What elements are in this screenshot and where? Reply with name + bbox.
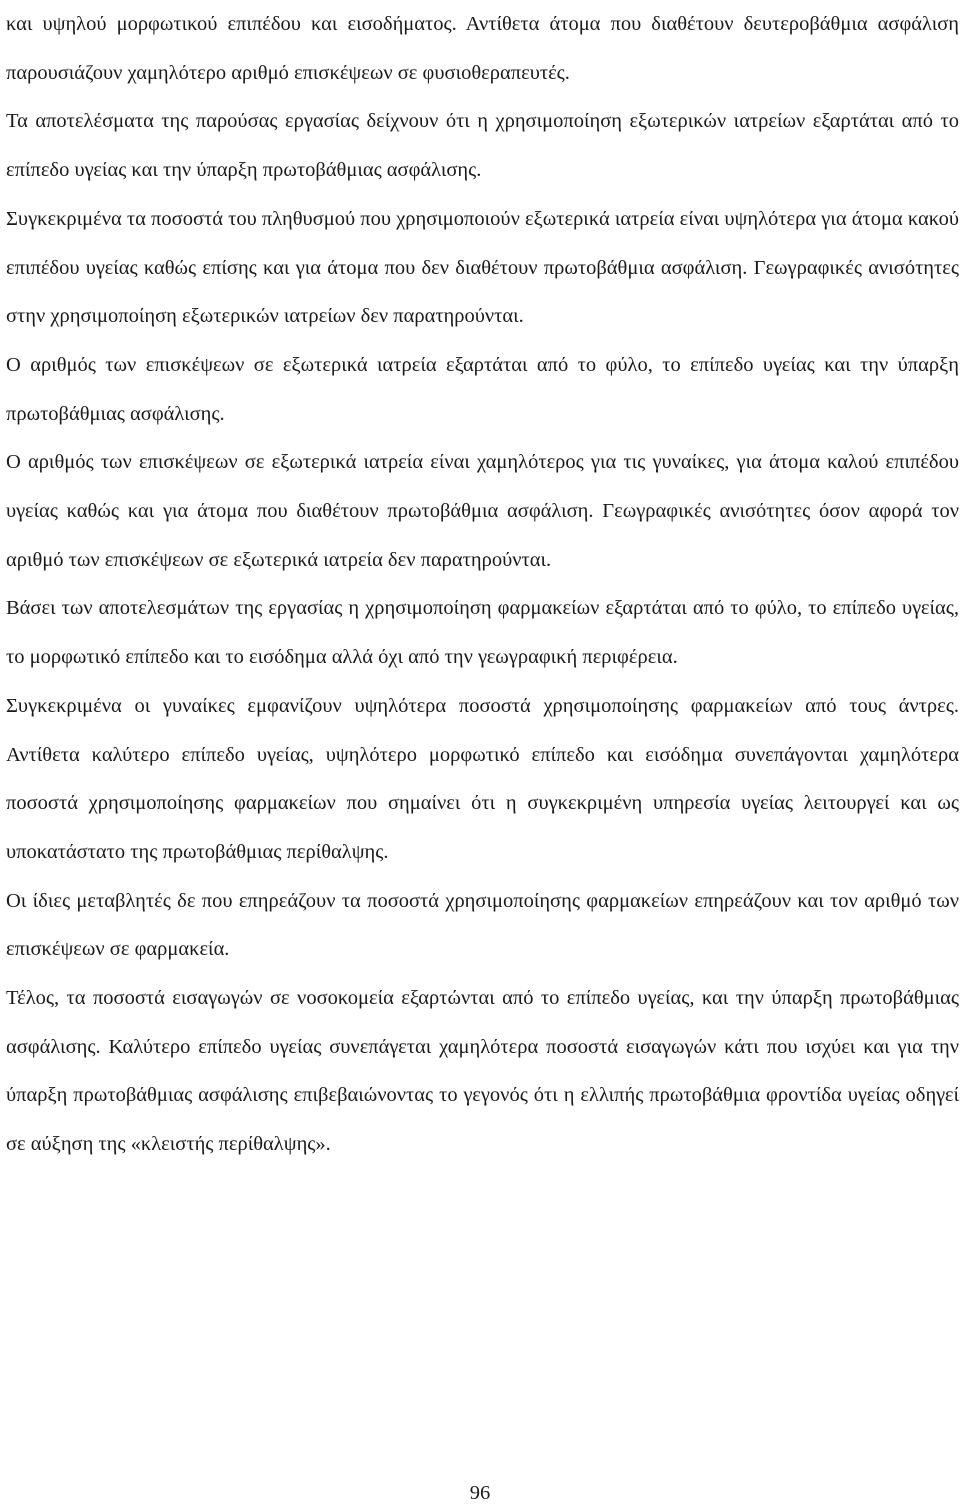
paragraph-9: Τέλος, τα ποσοστά εισαγωγών σε νοσοκομεία εξαρτώνται από το επίπεδο υγείας, και την ύπαρξη πρωτοβάθμιας ασφάλισης. Καλύτερο επίπεδο υγείας συνεπάγεται χαμηλότερα ποσοστά εισαγωγών κάτι που ισχύει και για την ύπαρξη πρωτοβάθμιας ασφάλισης επιβεβαιώνοντας το γεγονός ότι η ελλιπής πρωτοβάθμια φροντίδα υγείας οδηγεί σε αύξηση της «κλειστής περίθαλψης».: [6, 987, 959, 1156]
page-number: 96: [469, 1482, 491, 1504]
paragraph-3: Συγκεκριμένα τα ποσοστά του πληθυσμού που χρησιμοποιούν εξωτερικά ιατρεία είναι υψηλότερα για άτομα κακού επιπέδου υγείας καθώς επίσης και για άτομα που δεν διαθέτουν πρωτοβάθμια ασφάλιση. Γεωγραφικές ανισότητες στην χρησιμοποίηση εξωτερικών ιατρείων δεν παρατηρούνται.: [6, 207, 959, 328]
paragraph-1: και υψηλού μορφωτικού επιπέδου και εισοδήματος. Αντίθετα άτομα που διαθέτουν δευτεροβάθμια ασφάλιση παρουσιάζουν χαμηλότερο αριθμό επισκέψεων σε φυσιοθεραπευτές.: [6, 13, 959, 84]
paragraph-4: Ο αριθμός των επισκέψεων σε εξωτερικά ιατρεία εξαρτάται από το φύλο, το επίπεδο υγείας και την ύπαρξη πρωτοβάθμιας ασφάλισης.: [6, 353, 959, 425]
paragraph-7: Συγκεκριμένα οι γυναίκες εμφανίζουν υψηλότερα ποσοστά χρησιμοποίησης φαρμακείων από τους άντρες. Αντίθετα καλύτερο επίπεδο υγείας, υψηλότερο μορφωτικό επίπεδο και εισόδημα συνεπάγονται χαμηλότερα ποσοστά χρησιμοποίησης φαρμακείων που σημαίνει ότι η συγκεκριμένη υπηρεσία υγείας λειτουργεί και ως υποκατάστατο της πρωτοβάθμιας περίθαλψης.: [6, 694, 959, 863]
document-body: [6, 0, 959, 1169]
paragraph-6: Βάσει των αποτελεσμάτων της εργασίας η χρησιμοποίηση φαρμακείων εξαρτάται από το φύλο, το επίπεδο υγείας, το μορφωτικό επίπεδο και το εισόδημα αλλά όχι από την γεωγραφική περιφέρεια.: [6, 597, 959, 669]
paragraph-5: Ο αριθμός των επισκέψεων σε εξωτερικά ιατρεία είναι χαμηλότερος για τις γυναίκες, για άτομα καλού επιπέδου υγείας καθώς και για άτομα που διαθέτουν πρωτοβάθμια ασφάλιση. Γεωγραφικές ανισότητες όσον αφορά τον αριθμό των επισκέψεων σε εξωτερικά ιατρεία δεν παρατηρούνται.: [6, 451, 959, 571]
paragraph-8: Οι ίδιες μεταβλητές δε που επηρεάζουν τα ποσοστά χρησιμοποίησης φαρμακείων επηρεάζουν και τον αριθμό των επισκέψεων σε φαρμακεία.: [6, 889, 959, 961]
paragraph-2: Τα αποτελέσματα της παρούσας εργασίας δείχνουν ότι η χρησιμοποίηση εξωτερικών ιατρείων εξαρτάται από το επίπεδο υγείας και την ύπαρξη πρωτοβάθμιας ασφάλισης.: [6, 110, 959, 182]
